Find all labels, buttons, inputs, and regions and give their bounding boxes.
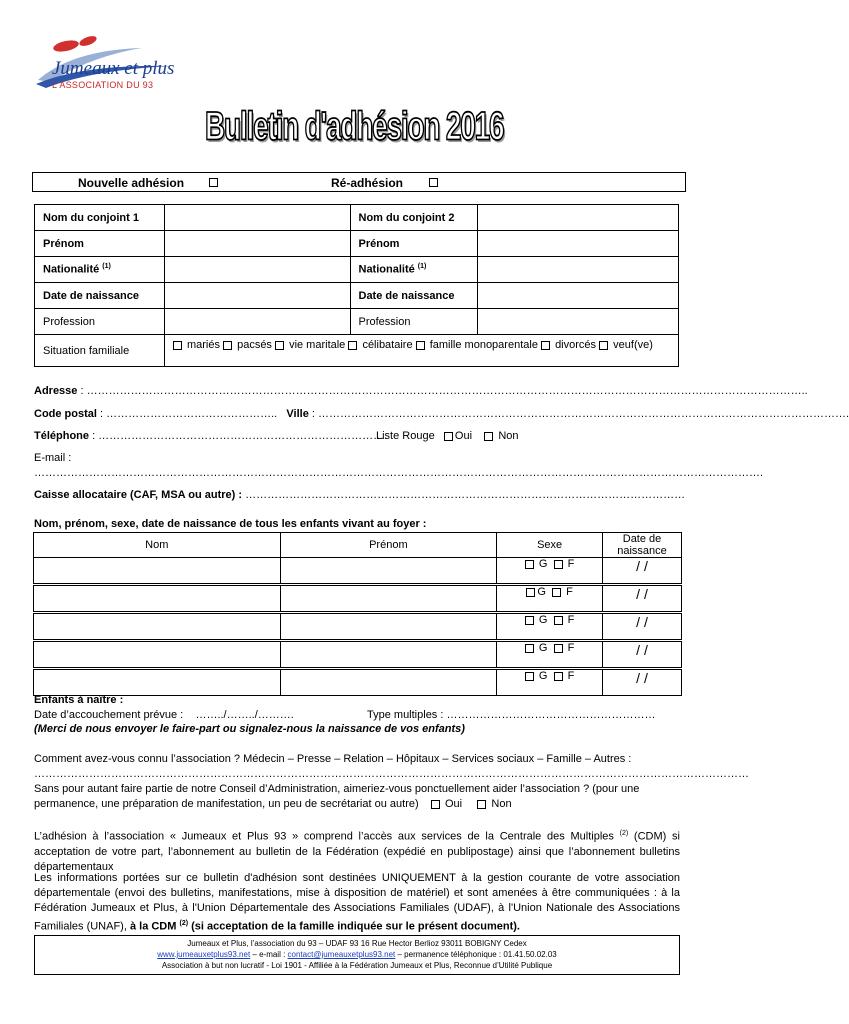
email-field[interactable]: ………………………………………………………………………………………………………………………………………………………………………………. (34, 467, 764, 479)
table-row (35, 335, 679, 367)
sex-g-checkbox[interactable] (525, 616, 534, 625)
unborn-heading: Enfants à naître : (34, 694, 124, 706)
email-label: E-mail : (34, 452, 72, 464)
spouse2-name-field[interactable] (478, 205, 679, 231)
child-prenom-field[interactable] (280, 641, 497, 669)
sex-g-checkbox[interactable] (525, 672, 534, 681)
child-nom-field[interactable] (34, 613, 281, 641)
child-prenom-field[interactable] (280, 558, 497, 585)
table-row (35, 205, 679, 231)
sex-g-checkbox[interactable] (525, 560, 534, 569)
unborn-type-line[interactable]: Type multiples : ………………………………………………… (367, 709, 656, 721)
spouse2-nationality-field[interactable] (478, 257, 679, 283)
child-date-field[interactable]: / / (603, 613, 682, 641)
footer-contact: www.jumeauxetplus93.net – e-mail : contact@jumeauxetplus93.net – permanence téléphonique : 01.41.50.02.03 (157, 950, 557, 959)
spouse1-name-label: Nom du conjoint 1 (35, 205, 165, 231)
spouse1-nationality-field[interactable] (164, 257, 350, 283)
child-nom-field[interactable] (34, 669, 281, 696)
table-header (34, 533, 682, 558)
child-sexe: G F (497, 558, 603, 585)
logo-name: Jumeaux et plus (52, 58, 175, 79)
new-adhesion-checkbox[interactable] (209, 178, 218, 187)
council-non-checkbox[interactable] (477, 800, 486, 809)
table-row (34, 613, 682, 641)
child-date-field[interactable]: / / (603, 641, 682, 669)
sex-f-checkbox[interactable] (554, 672, 563, 681)
liste-rouge: Liste Rouge Oui Non (376, 430, 519, 442)
child-date-field[interactable]: / / (603, 558, 682, 585)
table-row (35, 309, 679, 335)
sex-g-checkbox[interactable] (526, 588, 535, 597)
adhesion-type-box (32, 172, 686, 192)
child-nom-field[interactable] (34, 641, 281, 669)
child-date-field[interactable]: / / (603, 585, 682, 613)
spouse2-birthdate-label: Date de naissance (350, 283, 478, 309)
sex-f-checkbox[interactable] (554, 560, 563, 569)
status-option[interactable]: pacsés (223, 339, 272, 351)
legal-paragraph-1: L’adhésion à l’association « Jumeaux et Plus 93 » comprend l’accès aux services de la Centrale des Multiples $^{(2)}$ (CDM) si acceptation de votre part, l’abonnement au bulletin de la Fédération (expédié en publipostage) ainsi que l’abonnement bulletins départementaux (34, 830, 680, 873)
table-row (35, 283, 679, 309)
child-sexe: G F (497, 669, 603, 696)
table-row (35, 231, 679, 257)
page-title: Bulletin d'adhésion 2016 (205, 104, 504, 149)
table-row (35, 257, 679, 283)
child-date-field[interactable]: / / (603, 669, 682, 696)
child-prenom-field[interactable] (280, 613, 497, 641)
renew-adhesion-label: Ré-adhésion (331, 176, 404, 190)
footer-address: Jumeaux et Plus, l’association du 93 – UDAF 93 16 Rue Hector Berlioz 93011 BOBIGNY Cedex (187, 939, 527, 948)
child-sexe: G F (497, 585, 603, 613)
table-row (34, 641, 682, 669)
child-nom-field[interactable] (34, 558, 281, 585)
children-heading: Nom, prénom, sexe, date de naissance de tous les enfants vivant au foyer : (34, 518, 427, 530)
address-line[interactable]: Adresse : …………………………………………………………………………………………………………………………………………………………………………….. (34, 385, 808, 397)
spouse1-nationality-label: Nationalité $^{(1)}$ (35, 257, 165, 283)
child-prenom-field[interactable] (280, 585, 497, 613)
spouses-table (34, 204, 679, 367)
footer-legal: Association à but non lucratif - Loi 1901 - Affiliée à la Fédération Jumeaux et Plus, Reconnue d’Utilité Publique (161, 961, 553, 970)
spouse2-firstname-field[interactable] (478, 231, 679, 257)
postal-city-line[interactable]: Code postal : ……………………………………….. Ville : ………………………………………………………………………………………………………………………………. (34, 408, 849, 420)
email-link[interactable]: contact@jumeauxetplus93.net (287, 950, 396, 959)
child-nom-field[interactable] (34, 585, 281, 613)
sex-f-checkbox[interactable] (552, 588, 561, 597)
spouse2-nationality-label: Nationalité $^{(1)}$ (350, 257, 478, 283)
sex-f-checkbox[interactable] (554, 616, 563, 625)
unborn-date-line[interactable]: Date d’accouchement prévue : ……../……../………. (34, 709, 294, 721)
family-status-options (164, 335, 678, 367)
status-option[interactable]: veuf(ve) (599, 339, 653, 351)
status-option[interactable]: mariés (173, 339, 220, 351)
child-sexe: G F (497, 641, 603, 669)
spouse2-firstname-label: Prénom (350, 231, 478, 257)
renew-adhesion-checkbox[interactable] (429, 178, 438, 187)
liste-rouge-oui-checkbox[interactable] (444, 432, 453, 441)
child-sexe: G F (497, 613, 603, 641)
spouse2-profession-label: Profession (350, 309, 478, 335)
children-table (33, 532, 682, 696)
phone-line[interactable]: Téléphone : ……………………………………………………………………. (34, 430, 388, 442)
spouse1-birthdate-field[interactable] (164, 283, 350, 309)
legal-paragraph-2: Les informations portées sur ce bulletin d'adhésion sont destinées UNIQUEMENT à la gestion courante de votre association départementale (envoi des bulletins, manifestations, mise à disposition de matériel) et sont amenées à être communiquées : à la Fédération Jumeaux et Plus, à l'Union Départementale des Associations Familiales (UDAF), à l'Union Nationale des Associations Familiales (UNAF), à la CDM $^{(2)}$ (si acceptation de la famille indiquée sur le présent document). (34, 872, 680, 933)
council-question: Sans pour autant faire partie de notre Conseil d’Administration, aimeriez-vous ponctuellement aider l’association ? (pour une permanence, une préparation de manifestation, un peu de secrétariat ou autre) Oui Non (34, 783, 640, 810)
spouse1-firstname-label: Prénom (35, 231, 165, 257)
col-header-prenom: Prénom (280, 533, 497, 558)
family-status-label: Situation familiale (35, 335, 165, 367)
col-header-nom: Nom (34, 533, 281, 558)
status-option[interactable]: famille monoparentale (416, 339, 538, 351)
col-header-sexe: Sexe (497, 533, 603, 558)
council-oui-checkbox[interactable] (431, 800, 440, 809)
spouse2-profession-field[interactable] (478, 309, 679, 335)
status-option[interactable]: vie maritale (275, 339, 345, 351)
logo-subtitle: L'ASSOCIATION DU 93 (52, 80, 154, 90)
status-option[interactable]: célibataire (348, 339, 412, 351)
survey-answer-field[interactable]: …………………………………………………………………………………………………………………………………………………………………………… (34, 768, 749, 780)
survey-question: Comment avez-vous connu l’association ? Médecin – Presse – Relation – Hôpitaux – Services sociaux – Famille – Autres : (34, 753, 632, 765)
spouse1-profession-field[interactable] (164, 309, 350, 335)
spouse1-firstname-field[interactable] (164, 231, 350, 257)
spouse2-name-label: Nom du conjoint 2 (350, 205, 478, 231)
spouse2-birthdate-field[interactable] (478, 283, 679, 309)
unborn-note: (Merci de nous envoyer le faire-part ou signalez-nous la naissance de vos enfants) (34, 723, 465, 735)
table-row (34, 558, 682, 585)
sex-g-checkbox[interactable] (525, 644, 534, 653)
table-row (34, 669, 682, 696)
col-header-date: Date de naissance (603, 533, 682, 558)
status-option[interactable]: divorcés (541, 339, 596, 351)
website-link[interactable]: www.jumeauxetplus93.net (157, 950, 251, 959)
table-row (34, 585, 682, 613)
new-adhesion-label: Nouvelle adhésion (78, 176, 185, 190)
child-prenom-field[interactable] (280, 669, 497, 696)
page-footer (34, 935, 680, 975)
spouse1-name-field[interactable] (164, 205, 350, 231)
liste-rouge-non-checkbox[interactable] (484, 432, 493, 441)
spouse1-birthdate-label: Date de naissance (35, 283, 165, 309)
caisse-line[interactable]: Caisse allocataire (CAF, MSA ou autre) : ………………………………………………………………………………………………………… (34, 489, 686, 501)
spouse1-profession-label: Profession (35, 309, 165, 335)
sex-f-checkbox[interactable] (554, 644, 563, 653)
